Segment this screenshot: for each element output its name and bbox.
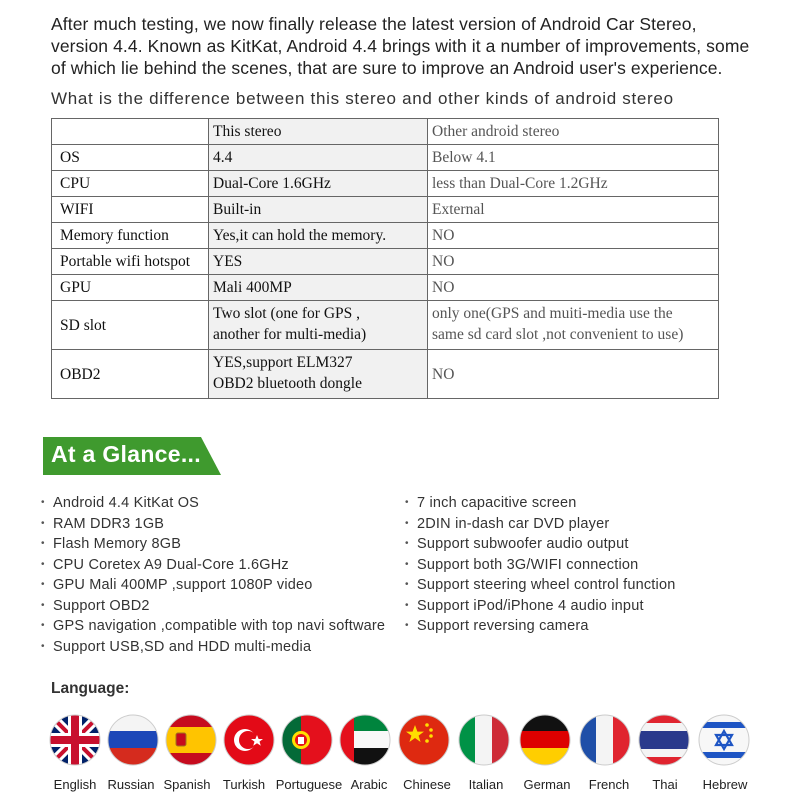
uk-flag-icon	[49, 714, 101, 766]
table-cell	[209, 350, 428, 399]
feature-list-left	[41, 493, 385, 657]
table-row	[52, 301, 719, 350]
portugal-flag-icon	[281, 714, 333, 766]
table-cell: Portable wifi hotspot	[52, 249, 209, 275]
cell-line: same sd card slot ,not convenient to use)	[432, 326, 684, 343]
comparison-table	[51, 118, 719, 399]
germany-flag-icon	[519, 714, 571, 766]
table-row	[52, 171, 719, 197]
table-cell: NO	[428, 249, 719, 275]
table-cell	[209, 301, 428, 350]
table-cell: 4.4	[209, 145, 428, 171]
cell-line: only one(GPS and muiti-media use the	[432, 305, 673, 322]
list-item: • RAM DDR3 1GB	[41, 515, 165, 532]
table-header-cell: Other android stereo	[428, 119, 719, 145]
table-cell: Built-in	[209, 197, 428, 223]
list-item: • Support USB,SD and HDD multi-media	[41, 638, 312, 655]
list-item: • Support both 3G/WIFI connection	[405, 556, 639, 573]
table-cell	[428, 301, 719, 350]
table-cell: External	[428, 197, 719, 223]
table-cell: Dual-Core 1.6GHz	[209, 171, 428, 197]
cell-line: Two slot (one for GPS ,	[213, 305, 361, 322]
language-label: Italian	[468, 777, 504, 792]
list-item: • GPS navigation ,compatible with top navi software	[41, 618, 386, 634]
table-row	[52, 249, 719, 275]
language-label: Russian	[107, 777, 155, 792]
list-item: • 2DIN in-dash car DVD player	[405, 515, 610, 532]
language-label: French	[588, 777, 630, 792]
table-cell: Yes,it can hold the memory.	[209, 223, 428, 249]
table-cell: NO	[428, 223, 719, 249]
list-item: • Support subwoofer audio output	[405, 536, 629, 552]
table-row	[52, 275, 719, 301]
list-item: • CPU Coretex A9 Dual-Core 1.6GHz	[41, 556, 289, 573]
israel-flag-icon	[698, 714, 750, 766]
list-item: • Support OBD2	[41, 597, 150, 614]
table-cell: OBD2	[52, 350, 209, 399]
uae-flag-icon	[339, 714, 391, 766]
language-label: Portuguese	[275, 777, 343, 792]
table-cell: OS	[52, 145, 209, 171]
table-header-cell: This stereo	[209, 119, 428, 145]
table-cell: WIFI	[52, 197, 209, 223]
table-cell: Mali 400MP	[209, 275, 428, 301]
language-label: English	[53, 777, 97, 792]
cell-line: another for multi-media)	[213, 326, 367, 343]
table-cell: GPU	[52, 275, 209, 301]
table-cell: YES	[209, 249, 428, 275]
language-title: Language:	[51, 680, 130, 697]
list-item: • Support reversing camera	[405, 618, 589, 634]
language-label: Thai	[652, 777, 678, 792]
list-item: • Support iPod/iPhone 4 audio input	[405, 597, 644, 614]
table-cell: SD slot	[52, 301, 209, 350]
table-row	[52, 197, 719, 223]
thailand-flag-icon	[638, 714, 690, 766]
table-header-cell	[52, 119, 209, 145]
table-cell: Memory function	[52, 223, 209, 249]
cell-line: YES,support ELM327	[213, 354, 353, 371]
russia-flag-icon	[107, 714, 159, 766]
table-header-row	[52, 119, 719, 145]
list-item: • GPU Mali 400MP ,support 1080P video	[41, 577, 313, 593]
turkey-flag-icon	[223, 714, 275, 766]
table-cell: CPU	[52, 171, 209, 197]
language-label: Spanish	[163, 777, 211, 792]
table-cell: Below 4.1	[428, 145, 719, 171]
table-row	[52, 223, 719, 249]
china-flag-icon	[398, 714, 450, 766]
spain-flag-icon	[165, 714, 217, 766]
list-item: • Flash Memory 8GB	[41, 536, 182, 552]
language-label: Arabic	[350, 777, 388, 792]
list-item: • Android 4.4 KitKat OS	[41, 495, 200, 511]
table-cell: less than Dual-Core 1.2GHz	[428, 171, 719, 197]
france-flag-icon	[579, 714, 631, 766]
cell-line: OBD2 bluetooth dongle	[213, 375, 362, 392]
italy-flag-icon	[458, 714, 510, 766]
language-label: Hebrew	[702, 777, 748, 792]
feature-list-right	[405, 493, 675, 637]
glance-title: At a Glance...	[51, 441, 201, 467]
language-label: German	[523, 777, 571, 792]
table-row	[52, 350, 719, 399]
list-item: • 7 inch capacitive screen	[405, 495, 577, 511]
table-row	[52, 145, 719, 171]
language-label: Turkish	[222, 777, 266, 792]
list-item: • Support steering wheel control function	[405, 577, 676, 593]
table-cell: NO	[428, 275, 719, 301]
intro-paragraph: After much testing, we now finally release the latest version of Android Car Stereo, version 4.4. Known as KitKat, Android 4.4 brings with it a number of improvements, some of which lie behind the scenes, that are sure to improve an Android user's experience.	[51, 14, 750, 78]
comparison-title: What is the difference between this stereo and other kinds of android stereo	[51, 89, 674, 108]
language-label: Chinese	[403, 777, 451, 792]
glance-banner	[43, 437, 221, 475]
table-cell: NO	[428, 350, 719, 399]
